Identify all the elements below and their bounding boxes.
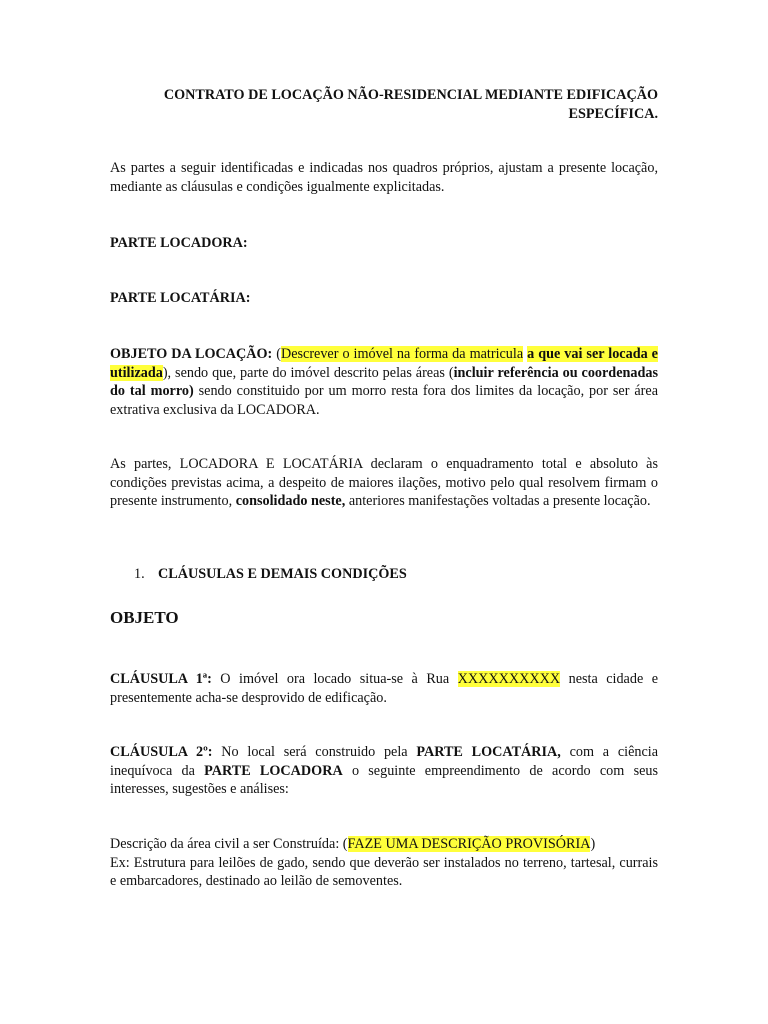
clausula-1-label: CLÁUSULA 1ª: bbox=[110, 671, 212, 687]
title-line-2: ESPECÍFICA. bbox=[568, 105, 658, 122]
intro-paragraph: As partes a seguir identificadas e indicadas nos quadros próprios, ajustam a presente locação, mediante as cláusulas e condições igualmente explicitadas. bbox=[110, 160, 658, 195]
parte-locadora-label: PARTE LOCADORA: bbox=[110, 235, 248, 251]
highlight-placeholder: a que vai ser locada e utilizada bbox=[110, 346, 658, 381]
title-line-1: CONTRATO DE LOCAÇÃO NÃO-RESIDENCIAL MEDIANTE EDIFICAÇÃO bbox=[163, 87, 658, 103]
highlight-placeholder: FAZE UMA DESCRIÇÃO PROVISÓRIA bbox=[347, 836, 591, 852]
section-number: 1. bbox=[134, 566, 145, 582]
objeto-locacao-label: OBJETO DA LOCAÇÃO: bbox=[110, 346, 273, 362]
section-title: CLÁUSULAS E DEMAIS CONDIÇÕES bbox=[158, 566, 407, 582]
objeto-heading: OBJETO bbox=[110, 608, 179, 627]
declaracao-paragraph: As partes, LOCADORA E LOCATÁRIA declaram o enquadramento total e absoluto às condições previstas acima, a despeito de maiores ilações, motivo pelo qual resolvem firmam o presente instrumento, consolidado neste, anteriores manifestações voltadas a presente locação. bbox=[110, 456, 658, 509]
parte-locataria-label: PARTE LOCATÁRIA: bbox=[110, 290, 251, 306]
clausula-1-paragraph: CLÁUSULA 1ª: O imóvel ora locado situa-se à Rua XXXXXXXXXX nesta cidade e presentemente acha-se desprovido de edificação. bbox=[110, 671, 659, 706]
contract-title bbox=[110, 86, 658, 123]
clausula-2-label: CLÁUSULA 2º: bbox=[110, 744, 213, 760]
objeto-locacao-paragraph: OBJETO DA LOCAÇÃO: (Descrever o imóvel na forma da matricula a que vai ser locada e utilizada), sendo que, parte do imóvel descrito pelas áreas (incluir referência ou coordenadas do tal morro) sendo constituido por um morro resta fora dos limites da locação, por ser área extrativa exclusiva da LOCADORA. bbox=[110, 346, 658, 418]
highlight-placeholder: Descrever o imóvel na forma da matricula bbox=[280, 346, 524, 362]
descricao-paragraph: Descrição da área civil a ser Construída: (FAZE UMA DESCRIÇÃO PROVISÓRIA) Ex: Estrutura para leilões de gado, sendo que deverão ser instalados no terreno, tartesal, currais e embarcadores, destinado ao leilão de semoventes. bbox=[110, 836, 658, 889]
highlight-placeholder: XXXXXXXXXX bbox=[457, 671, 561, 687]
clausula-2-paragraph: CLÁUSULA 2º: No local será construido pela PARTE LOCATÁRIA, com a ciência inequívoca da PARTE LOCADORA o seguinte empreendimento de acordo com seus interesses, sugestões e análises: bbox=[110, 744, 658, 797]
